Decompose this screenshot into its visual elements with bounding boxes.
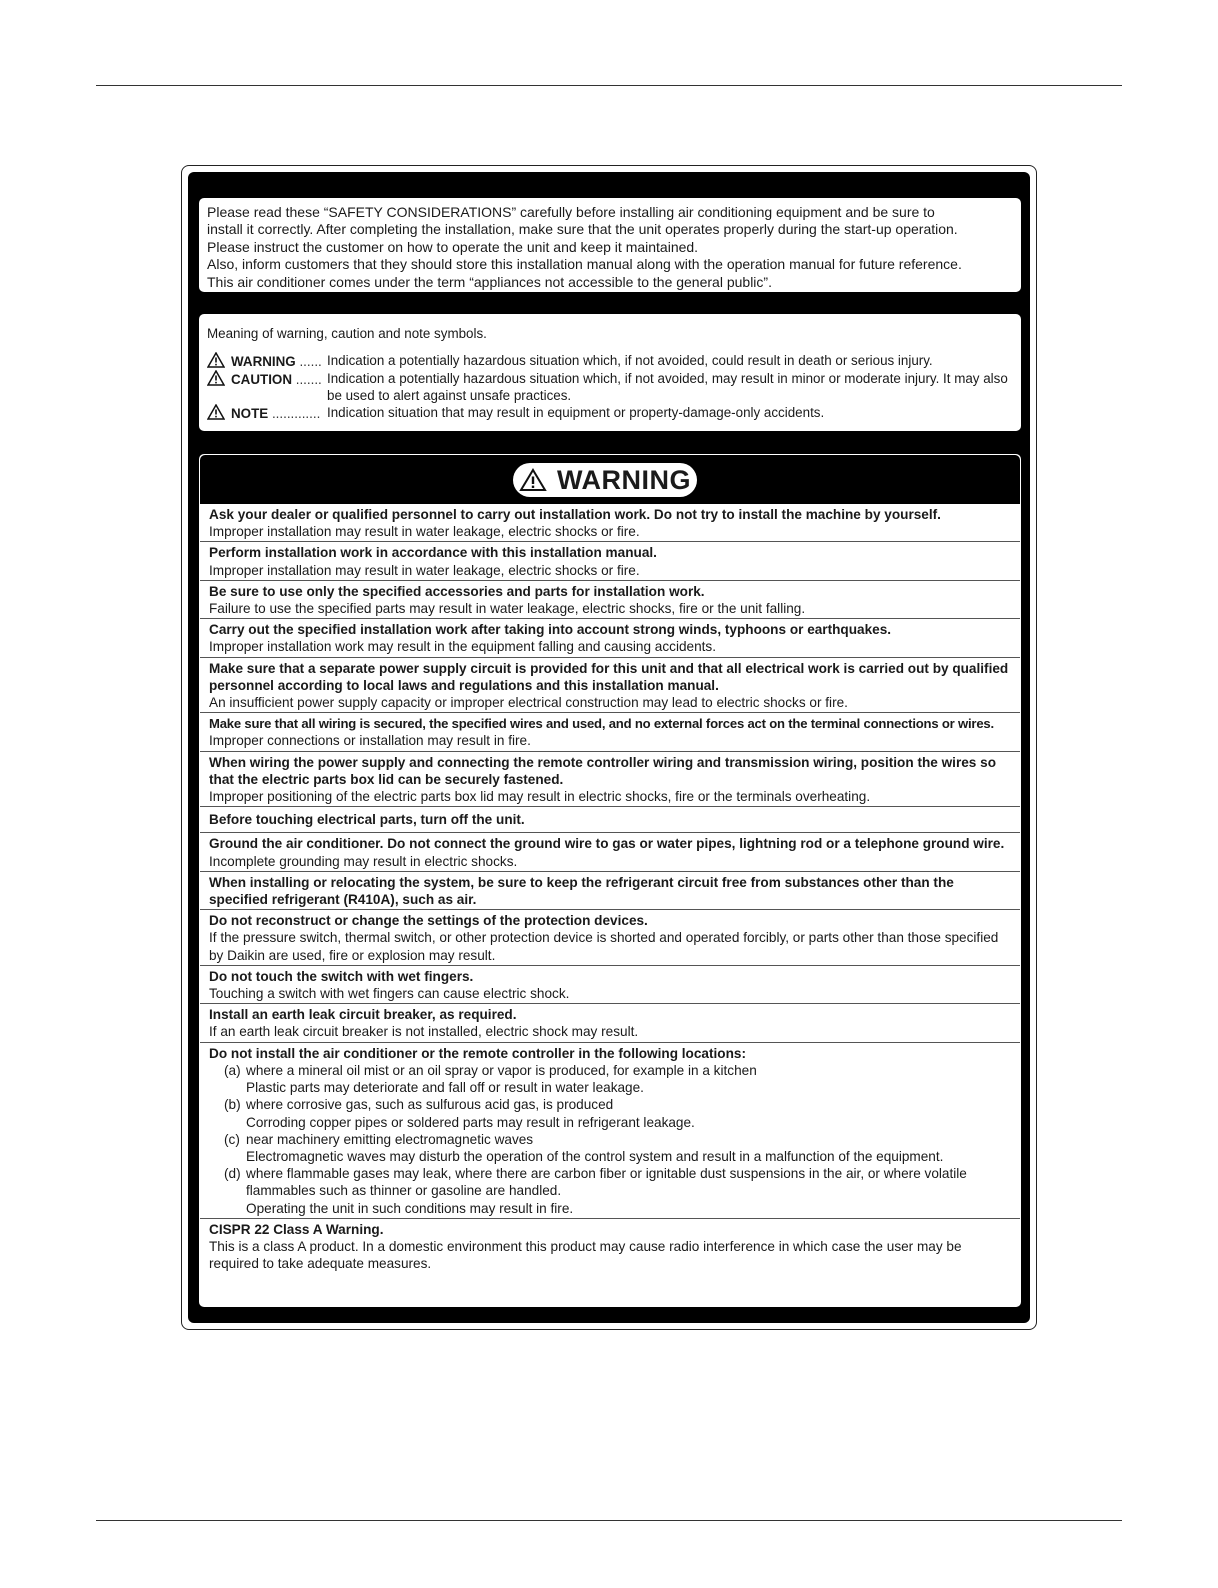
- intro-line: Also, inform customers that they should store this installation manual along with the operation manual for future reference.: [207, 256, 962, 273]
- location-text: near machinery emitting electromagnetic waves: [246, 1131, 534, 1147]
- symbol-desc: Indication situation that may result in equipment or property-damage-only accidents.: [327, 405, 825, 420]
- item-desc: Touching a switch with wet fingers can cause electric shock.: [209, 986, 570, 1002]
- item-desc: Improper connections or installation may result in fire.: [209, 733, 531, 749]
- symbol-row-warning: [207, 352, 1013, 370]
- location-text: where flammable gases may leak, where there are carbon fiber or ignitable dust suspensions in the air, or where volatile flammables such as thinner or gasoline are handled.: [246, 1166, 967, 1199]
- location-label: (d): [224, 1166, 241, 1182]
- dots: ......: [299, 354, 322, 369]
- location-row: [224, 1165, 1011, 1199]
- warning-item: [200, 966, 1020, 1004]
- item-title: Make sure that a separate power supply circuit is provided for this unit and that all electrical work is carried out by qualified personnel according to local laws and regulations and this installation manual.: [209, 660, 1009, 693]
- safety-frame: [181, 165, 1037, 1330]
- item-title: When wiring the power supply and connecting the remote controller wiring and transmission wiring, position the wires so that the electric parts box lid can be securely fastened.: [209, 754, 997, 787]
- location-cont: Corroding copper pipes or soldered parts may result in refrigerant leakage.: [246, 1114, 695, 1130]
- top-rule: [96, 85, 1122, 86]
- location-row: [224, 1062, 1011, 1079]
- item-title: Do not install the air conditioner or the remote controller in the following locations:: [209, 1045, 746, 1061]
- item-desc: If the pressure switch, thermal switch, or other protection device is shorted and operated forcibly, or parts other than those specified by Daikin are used, fire or explosion may result.: [209, 930, 999, 963]
- item-title: Before touching electrical parts, turn off the unit.: [209, 812, 525, 828]
- intro-box: [199, 198, 1021, 292]
- dots: .............: [271, 406, 321, 421]
- warning-triangle-icon: [207, 352, 225, 368]
- location-text: where corrosive gas, such as sulfurous acid gas, is produced: [246, 1097, 614, 1113]
- intro-line: install it correctly. After completing the installation, make sure that the unit operates properly during the start-up operation.: [207, 221, 958, 238]
- symbol-row-note: [207, 404, 1013, 422]
- item-desc: Improper positioning of the electric parts box lid may result in electric shocks, fire or the terminals overheating.: [209, 789, 871, 805]
- warning-item: [200, 713, 1020, 751]
- item-desc: If an earth leak circuit breaker is not installed, electric shock may result.: [209, 1024, 639, 1040]
- item-title: Install an earth leak circuit breaker, as required.: [209, 1007, 517, 1023]
- location-list: [209, 1062, 1011, 1217]
- warning-item: [200, 807, 1020, 833]
- warning-header: [200, 455, 1020, 504]
- location-text: where a mineral oil mist or an oil spray or vapor is produced, for example in a kitchen: [246, 1062, 757, 1078]
- item-title: Perform installation work in accordance with this installation manual.: [209, 545, 657, 561]
- warning-section: [199, 454, 1021, 1307]
- warning-item: [200, 658, 1020, 714]
- location-label: (b): [224, 1097, 241, 1113]
- item-title: When installing or relocating the system, be sure to keep the refrigerant circuit free from substances other than the specified refrigerant (R410A), such as air.: [209, 874, 954, 908]
- location-label: (a): [224, 1062, 241, 1078]
- warning-item: [200, 910, 1020, 966]
- location-cont: Plastic parts may deteriorate and fall off or result in water leakage.: [246, 1080, 644, 1096]
- symbol-row-caution: [207, 370, 1013, 404]
- item-desc: Improper installation may result in water leakage, electric shocks or fire.: [209, 524, 640, 540]
- warning-item: [200, 619, 1020, 657]
- dots: .......: [295, 372, 322, 387]
- intro-line: This air conditioner comes under the term “appliances not accessible to the general public”.: [207, 273, 772, 290]
- warning-item: [200, 872, 1020, 910]
- item-title: Be sure to use only the specified accessories and parts for installation work.: [209, 583, 705, 599]
- item-title: CISPR 22 Class A Warning.: [209, 1221, 384, 1237]
- item-title: Ground the air conditioner. Do not connect the ground wire to gas or water pipes, lightning rod or a telephone ground wire.: [209, 836, 1005, 852]
- intro-line: Please instruct the customer on how to operate the unit and keep it maintained.: [207, 238, 699, 255]
- warning-title: WARNING: [557, 464, 691, 495]
- symbol-desc: Indication a potentially hazardous situation which, if not avoided, may result in minor or moderate injury. It may also be used to alert against unsafe practices.: [327, 371, 1008, 403]
- item-desc: This is a class A product. In a domestic environment this product may cause radio interference in which case the user may be required to take adequate measures.: [209, 1238, 962, 1272]
- symbol-key: CAUTION: [231, 372, 292, 387]
- warning-item: [200, 752, 1020, 808]
- item-desc: Incomplete grounding may result in electric shocks.: [209, 853, 518, 869]
- warning-item: [200, 1004, 1020, 1042]
- warning-item: [200, 542, 1020, 580]
- item-title: Carry out the specified installation work after taking into account strong winds, typhoons or earthquakes.: [209, 622, 892, 638]
- warning-item: [200, 833, 1020, 871]
- symbol-key: NOTE: [231, 406, 269, 421]
- item-desc: An insufficient power supply capacity or improper electrical construction may lead to electric shocks or fire.: [209, 695, 848, 711]
- caution-triangle-icon: [207, 370, 225, 386]
- bottom-rule: [96, 1520, 1122, 1521]
- item-desc: Improper installation may result in water leakage, electric shocks or fire.: [209, 562, 640, 578]
- location-row: [224, 1096, 1011, 1113]
- warning-item: [200, 504, 1020, 542]
- item-title: Make sure that all wiring is secured, the specified wires and used, and no external forces act on the terminal connections or wires.: [209, 716, 994, 732]
- symbols-box: [199, 314, 1021, 431]
- item-title: Ask your dealer or qualified personnel to carry out installation work. Do not try to install the machine by yourself.: [209, 507, 941, 522]
- symbol-desc: Indication a potentially hazardous situation which, if not avoided, could result in death or serious injury.: [327, 353, 933, 368]
- warning-triangle-icon: [519, 468, 547, 492]
- location-cont: Operating the unit in such conditions may result in fire.: [246, 1200, 574, 1216]
- location-label: (c): [224, 1131, 240, 1147]
- note-triangle-icon: [207, 404, 225, 420]
- warning-item: [200, 581, 1020, 619]
- locations-item: [200, 1043, 1020, 1219]
- cispr-item: [200, 1219, 1020, 1274]
- intro-line: Please read these “SAFETY CONSIDERATIONS” carefully before installing air conditioning equipment and be sure to: [207, 204, 935, 220]
- location-cont: Electromagnetic waves may disturb the operation of the control system and result in a malfunction of the equipment.: [246, 1148, 944, 1164]
- symbols-intro: Meaning of warning, caution and note symbols.: [207, 326, 487, 341]
- item-title: Do not reconstruct or change the settings of the protection devices.: [209, 913, 648, 929]
- warning-pill: [513, 463, 697, 497]
- item-desc: Failure to use the specified parts may result in water leakage, electric shocks, fire or the unit falling.: [209, 601, 806, 617]
- item-desc: Improper installation work may result in the equipment falling and causing accidents.: [209, 639, 717, 655]
- item-title: Do not touch the switch with wet fingers.: [209, 968, 474, 984]
- location-row: [224, 1131, 1011, 1148]
- black-background: [188, 172, 1030, 1323]
- symbol-key: WARNING: [231, 354, 296, 369]
